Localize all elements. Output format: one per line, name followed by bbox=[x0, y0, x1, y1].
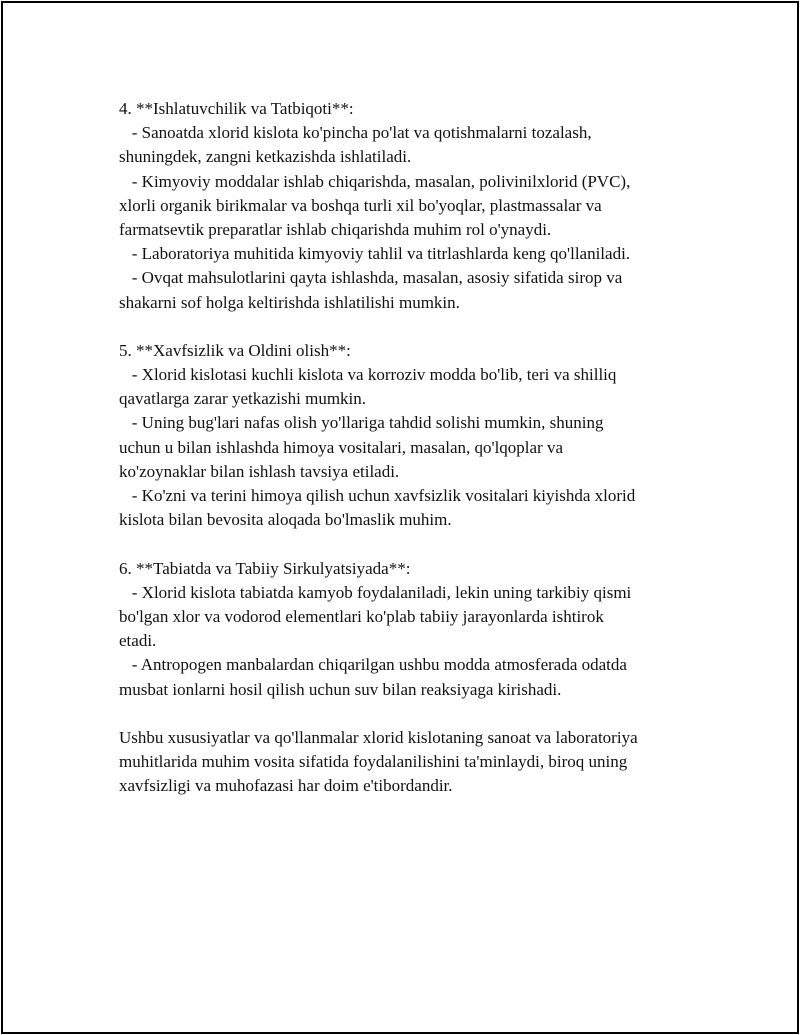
text-line: bo'lgan xlor va vodorod elementlari ko'plab tabiiy jarayonlarda ishtirok bbox=[119, 606, 604, 626]
paragraph-gap bbox=[119, 702, 719, 726]
section-heading: 4. **Ishlatuvchilik va Tatbiqoti**: bbox=[119, 99, 354, 118]
text-line: muhitlarida muhim vosita sifatida foydalanilishini ta'minlaydi, biroq uning bbox=[119, 752, 628, 772]
text-line: - Kimyoviy moddalar ishlab chiqarishda, masalan, polivinilxlorid (PVC), bbox=[119, 171, 631, 191]
document-page bbox=[1, 1, 799, 1034]
text-line: Ushbu xususiyatlar va qo'llanmalar xlorid kislotaning sanoat va laboratoriya bbox=[119, 727, 638, 747]
text-line: - Xlorid kislota tabiatda kamyob foydalaniladi, lekin uning tarkibiy qismi bbox=[119, 582, 632, 602]
paragraph-gap bbox=[119, 532, 719, 556]
text-line: - Laboratoriya muhitida kimyoviy tahlil va titrlashlarda keng qo'llaniladi. bbox=[119, 244, 631, 264]
section-heading: 5. **Xavfsizlik va Oldini olish**: bbox=[119, 340, 351, 360]
text-line: - Ovqat mahsulotlarini qayta ishlashda, masalan, asosiy sifatida sirop va bbox=[119, 268, 623, 288]
text-line: etadi. bbox=[119, 631, 157, 651]
paragraph-gap bbox=[119, 315, 719, 339]
text-line: shuningdek, zangni ketkazishda ishlatiladi. bbox=[119, 147, 412, 167]
section-usage bbox=[119, 97, 719, 315]
text-line: - Xlorid kislotasi kuchli kislota va korroziv modda bo'lib, teri va shilliq bbox=[119, 365, 617, 385]
section-heading: 6. **Tabiatda va Tabiiy Sirkulyatsiyada**: bbox=[119, 558, 411, 578]
text-line: musbat ionlarni hosil qilish uchun suv bilan reaksiyaga kirishadi. bbox=[119, 679, 562, 699]
text-line: qavatlarga zarar yetkazishi mumkin. bbox=[119, 389, 367, 409]
text-line: farmatsevtik preparatlar ishlab chiqarishda muhim rol o'ynaydi. bbox=[119, 219, 552, 239]
text-line: xavfsizligi va muhofazasi har doim e'tibordandir. bbox=[119, 776, 453, 796]
text-line: ko'zoynaklar bilan ishlash tavsiya etiladi. bbox=[119, 461, 400, 481]
section-nature bbox=[119, 557, 719, 702]
text-line: uchun u bilan ishlashda himoya vositalari, masalan, qo'lqoplar va bbox=[119, 437, 564, 457]
text-line: - Uning bug'lari nafas olish yo'llariga tahdid solishi mumkin, shuning bbox=[119, 413, 604, 433]
document-body bbox=[119, 97, 719, 798]
text-line: - Ko'zni va terini himoya qilish uchun xavfsizlik vositalari kiyishda xlorid bbox=[119, 486, 636, 505]
text-line: xlorli organik birikmalar va boshqa turli xil bo'yoqlar, plastmassalar va bbox=[119, 195, 602, 215]
text-line: - Antropogen manbalardan chiqarilgan ushbu modda atmosferada odatda bbox=[119, 655, 627, 675]
text-line: kislota bilan bevosita aloqada bo'lmaslik muhim. bbox=[119, 510, 452, 530]
text-line: - Sanoatda xlorid kislota ko'pincha po'lat va qotishmalarni tozalash, bbox=[119, 123, 592, 143]
conclusion-paragraph bbox=[119, 726, 719, 799]
section-safety bbox=[119, 339, 719, 533]
text-line: shakarni sof holga keltirishda ishlatilishi mumkin. bbox=[119, 292, 460, 312]
